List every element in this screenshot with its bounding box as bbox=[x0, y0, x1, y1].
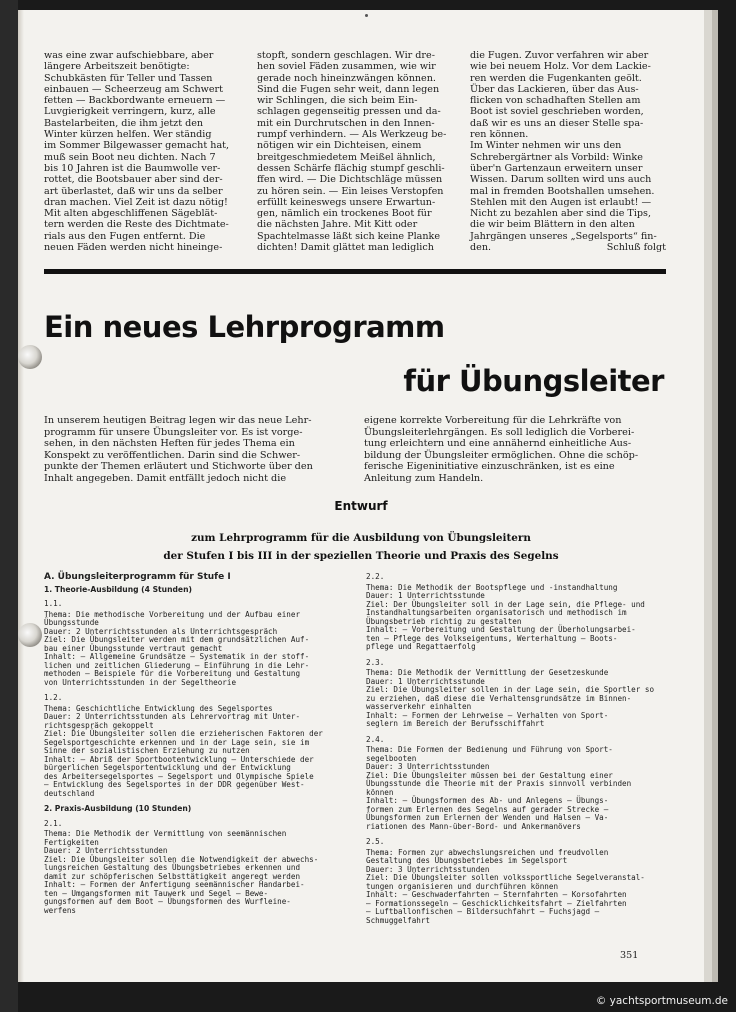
section-2-2: Thema: Die Methodik der Bootspflege und -instandhaltung Dauer: 1 Unterrichtsstunde Ziel: Der Übungsleiter soll in der Lage sein, die Pflege- und Instandhaltungsarbeiten organisatorisch und methodisch im Übungsbetrieb richtig zu gestalten Inhalt: — Vorbereitung und Gestaltung der Überholungsarbei- ten — Pflege des Volkseigentums, Werterhaltung — Boots- pflege und Regattaerfolg bbox=[366, 582, 645, 651]
scanner-background bbox=[0, 0, 18, 1012]
section-number: 2.4. bbox=[366, 734, 385, 744]
section-number: 1.2. bbox=[44, 693, 63, 702]
program-column-2 bbox=[366, 573, 666, 925]
section-2-1: Thema: Die Methodik der Vermittlung von seemännischen Fertigkeiten Dauer: 2 Unterrichtsstunden Ziel: Die Übungsleiter sollen die Notwendigkeit der abwechs- lungsreichen Gestaltung des Übungsbetriebes erkennen und damit zur schöpferischen Selbsttätigkeit angeregt werden Inhalt: — Formen der Anfertigung seemännischer Handarbei- ten — Umgangsformen mit Tauwerk und Segel — Bewe- gungsformen auf dem Boot — Übungsformen des Wurfleine- werfens bbox=[44, 829, 319, 915]
binder-hole bbox=[18, 345, 42, 369]
program-column-1 bbox=[44, 573, 344, 925]
program-heading: A. Übungsleiterprogramm für Stufe I bbox=[44, 572, 231, 582]
section-number: 1.1. bbox=[44, 599, 63, 608]
continuation-column-3 bbox=[470, 50, 666, 253]
article-title-line-2: für Übungsleiter bbox=[403, 364, 664, 398]
draft-subtitle-line-2: der Stufen I bis III in der speziellen Theorie und Praxis des Segelns bbox=[163, 550, 559, 562]
continuation-text-1: was eine zwar aufschiebbare, aber längere Arbeitszeit benötigte: Schubkästen für Teller und Tassen einbauen — Scheerzeug am Schwert fetten — Backbordwante erneuern — Luvgierigkeit verringern, kurz, alle Bastelarbeiten, die ihm jetzt den Winter kürzen helfen. Wer ständig im Sommer Bilgewasser gemacht hat, muß sein Boot neu dichten. Nach 7 bis 10 Jahren ist die Baumwolle ver- rottet, die Bootsbauer aber sind der- art überlastet, daß wir uns da selber dran machen. Viel Zeit ist dazu nötig! Mit alten abgeschliffenen Sägeblät- tern werden die Reste des Dichtmate- rials aus den Fugen entfernt. Die neuen Fäden werden nicht hineinge- bbox=[44, 50, 230, 254]
continuation-text-2: stopft, sondern geschlagen. Wir dre- hen soviel Fäden zusammen, wie wir gerade noch hineinzwängen können. Sind die Fugen sehr weit, dann legen wir Schlingen, die sich beim Ein- schlagen gegenseitig pressen und da- mit ein Durchrutschen in den Innen- rumpf verhindern. — Als Werkzeug be- nötigen wir ein Dichteisen, einem breitgeschmiedetem Meißel ähnlich, dessen Schärfe flächig stumpf geschli- ffen wird. — Die Dichtschläge müssen zu hören sein. — Ein leises Verstopfen erfüllt keineswegs unsere Erwartun- gen, nämlich ein trockenes Boot für die nächsten Jahre. Mit Kitt oder Spachtelmasse läßt sich keine Planke dichten! Damit glättet man lediglich bbox=[257, 50, 447, 254]
section-2-4: Thema: Die Formen der Bedienung und Führung von Sport- segelbooten Dauer: 3 Unterrichtsstunden Ziel: Die Übungsleiter müssen bei der Gestaltung einer Übungsstunde die Theorie mit der Praxis sinnvoll verbinden können Inhalt: — Übungsformen des Ab- und Anlegens — Übungs- formen zum Erlernen des Segelns auf gerader Strecke — Übungsformen zum Erlernen der Wenden und Halsen — Va- riationen des Mann-über-Bord- und Ankermanövers bbox=[366, 745, 632, 831]
theory-heading: 1. Theorie-Ausbildung (4 Stunden) bbox=[44, 584, 192, 594]
section-2-3: Thema: Die Methodik der Vermittlung der Gesetzeskunde Dauer: 1 Unterrichtsstunde Ziel: Die Übungsleiter sollen in der Lage sein, die Sportler so zu erziehen, daß diese die Verhaltensgrundsätze im Binnen- wasserverkehr einhalten Inhalt: — Formen der Lehrweise — Verhalten von Sport- seglern im Bereich der Berufsschiffahrt bbox=[366, 668, 655, 728]
article-title-line-1: Ein neues Lehrprogramm bbox=[44, 310, 445, 344]
binder-hole bbox=[18, 623, 42, 647]
copyright-watermark: © yachtsportmuseum.de bbox=[595, 995, 728, 1007]
page-edge-shadow bbox=[712, 10, 718, 982]
magazine-page bbox=[18, 10, 704, 982]
continuation-column-2 bbox=[257, 50, 453, 253]
program-body bbox=[44, 573, 666, 925]
section-1-2: Thema: Geschichtliche Entwicklung des Segelsportes Dauer: 2 Unterrichtsstunden als Lehrervortrag mit Unter- richtsgespräch gekoppelt Ziel: Die Übungsleiter sollen die erzieherischen Faktoren der Segelsportgeschichte erkennen und in der Lage sein, sie im Sinne der sozialistischen Erziehung zu nutzen Inhalt: — Abriß der Sportbootentwicklung — Unterschiede der bürgerlichen Segelsportentwicklung und der Entwicklung des Arbeitersegelsportes — Segelsport und Olympische Spiele — Entwicklung des Segelsportes in der DDR gegenüber West- deutschland bbox=[44, 703, 323, 798]
print-dot bbox=[365, 14, 368, 17]
intro-column-1 bbox=[44, 415, 346, 485]
section-number: 2.3. bbox=[366, 657, 385, 667]
practice-heading: 2. Praxis-Ausbildung (10 Stunden) bbox=[44, 804, 192, 813]
section-divider-rule bbox=[44, 269, 666, 274]
section-number: 2.2. bbox=[366, 572, 385, 581]
section-1-1: Thema: Die methodische Vorbereitung und der Aufbau einer Übungsstunde Dauer: 2 Unterrichtsstunden als Unterrichtsgespräch Ziel: Die Übungsleiter werden mit dem grundsätzlichen Auf- bau einer Übungsstunde vertraut gemacht Inhalt: — Allgemeine Grundsätze — Systematik in der stoff- lichen und zeitlichen Gliederung — Einführung in die Lehr- methoden — Beispiele für die Vorbereitung und Gestaltung von Unterrichtsstunden in der Segeltheorie bbox=[44, 609, 310, 687]
section-2-5: Thema: Formen zur abwechslungsreichen und freudvollen Gestaltung des Übungsbetriebes im Segelsport Dauer: 3 Unterrichtsstunden Ziel: Die Übungsleiter sollen volkssportliche Segelveranstal- tungen organisieren und durchführen können Inhalt: — Geschwaderfahrten — Sternfahrten — Korsofahrten — Formationssegeln — Geschicklichkeitsfahrt — Zielfahrten — Luftballonfischen — Bildersuchfahrt — Fuchsjagd — Schmuggelfahrt bbox=[366, 847, 645, 925]
intro-text-1: In unserem heutigen Beitrag legen wir das neue Lehr- programm für unsere Übungsleiter vor. Es ist vorge- sehen, in den nächsten Heften für jedes Thema ein Konspekt zu veröffentlichen. Darin sind die Schwer- punkte der Themen erläutert und Stichworte über den Inhalt angegeben. Damit entfällt jedoch nicht die bbox=[44, 415, 313, 484]
continuation-text-3-body: die Fugen. Zuvor verfahren wir aber wie bei neuem Holz. Vor dem Lackie- ren werden die Fugenkanten geölt. Über das Lackieren, über das Aus- flicken von schadhaften Stellen am Boot ist soviel geschrieben worden, daß wir es uns an dieser Stelle spa- ren können. Im Winter nehmen wir uns den Schrebergärtner als Vorbild: Winke über'n Gartenzaun erweitern unser Wissen. Darum sollten wird uns auch mal in fremden Bootshallen umsehen. Stehlen mit den Augen ist erlaubt! — Nicht zu bezahlen aber sind die Tips, die wir beim Blättern in den alten Jahrgängen unseres „Segelsports“ fin- den. bbox=[470, 50, 657, 254]
continuation-text-3 bbox=[470, 50, 666, 253]
intro-column-2 bbox=[364, 415, 666, 485]
draft-subtitle-line-1: zum Lehrprogramm für die Ausbildung von Übungsleitern bbox=[191, 532, 531, 544]
page-number: 351 bbox=[620, 950, 639, 961]
previous-article-continuation bbox=[44, 50, 666, 253]
to-be-continued-note: Schluß folgt bbox=[606, 242, 666, 254]
article-intro bbox=[44, 415, 666, 485]
section-number: 2.1. bbox=[44, 818, 63, 828]
intro-text-2: eigene korrekte Vorbereitung für die Lehrkräfte von Übungsleiterlehrgängen. Es soll lediglich die Vorberei- tung erleichtern und eine annähernd einheitliche Aus- bildung der Übungsleiter ermöglichen. Ohne die schöp- ferische Eigeninitiative einzuschränken, ist es eine Anleitung zum Handeln. bbox=[364, 415, 639, 484]
page-edge bbox=[704, 10, 712, 982]
continuation-column-1 bbox=[44, 50, 240, 253]
section-number: 2.5. bbox=[366, 837, 385, 846]
page-spine-shadow bbox=[18, 10, 24, 982]
draft-heading: Entwurf bbox=[334, 499, 388, 513]
